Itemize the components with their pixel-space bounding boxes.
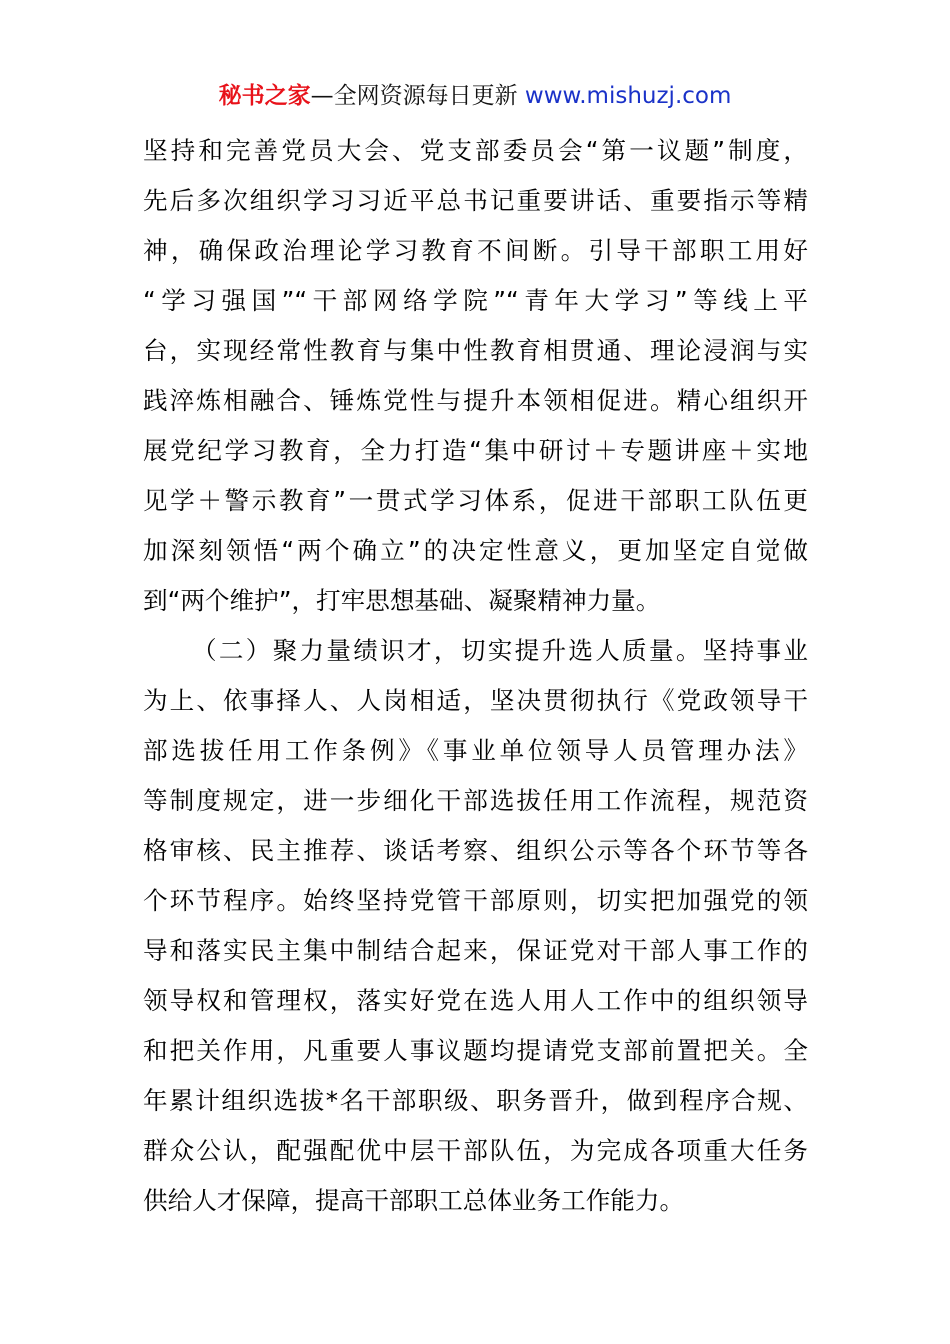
text-line: 为上、依事择人、人岗相适，坚决贯彻执行《党政领导干 [143, 686, 808, 715]
text-line: 先后多次组织学习习近平总书记重要讲话、重要指示等精 [143, 186, 808, 215]
text-line: 导和落实民主集中制结合起来，保证党对干部人事工作的 [143, 936, 808, 965]
text-line: 个环节程序。始终坚持党管干部原则，切实把加强党的领 [143, 886, 808, 915]
text-line: 加深刻领悟“两个确立”的决定性意义，更加坚定自觉做 [143, 536, 808, 565]
text-line: 和把关作用，凡重要人事议题均提请党支部前置把关。全 [143, 1036, 808, 1065]
text-line: 年累计组织选拔*名干部职级、职务晋升，做到程序合规、 [143, 1086, 808, 1115]
text-line: 群众公认，配强配优中层干部队伍，为完成各项重大任务 [143, 1136, 808, 1165]
text-line: 神，确保政治理论学习教育不间断。引导干部职工用好 [143, 236, 808, 265]
text-line: 供给人才保障，提高干部职工总体业务工作能力。 [143, 1186, 685, 1215]
text-line: 等制度规定，进一步细化干部选拔任用工作流程，规范资 [143, 786, 808, 815]
text-line: “学习强国”“干部网络学院”“青年大学习”等线上平 [143, 286, 808, 315]
site-url-link[interactable]: www.mishuzj.com [524, 83, 732, 109]
text-line: 坚持和完善党员大会、党支部委员会“第一议题”制度， [143, 136, 808, 165]
text-line: 格审核、民主推荐、谈话考察、组织公示等各个环节等各 [143, 836, 808, 865]
section-heading-line: （二）聚力量绩识才，切实提升选人质量。坚持事业 [192, 636, 808, 665]
text-line: 展党纪学习教育，全力打造“集中研讨＋专题讲座＋实地 [143, 436, 808, 465]
text-line: 领导权和管理权，落实好党在选人用人工作中的组织领导 [143, 986, 808, 1015]
brand-name: 秘书之家 [218, 83, 311, 109]
text-line: 部选拔任用工作条例》《事业单位领导人员管理办法》 [143, 736, 808, 765]
text-line: 台，实现经常性教育与集中性教育相贯通、理论浸润与实 [143, 336, 808, 365]
text-line: 见学＋警示教育”一贯式学习体系，促进干部职工队伍更 [143, 486, 808, 515]
document-body [143, 126, 808, 1226]
text-line: 到“两个维护”，打牢思想基础、凝聚精神力量。 [143, 586, 661, 615]
site-header [0, 78, 950, 114]
text-line: 践淬炼相融合、锤炼党性与提升本领相促进。精心组织开 [143, 386, 808, 415]
header-tagline: —全网资源每日更新 [310, 83, 525, 109]
